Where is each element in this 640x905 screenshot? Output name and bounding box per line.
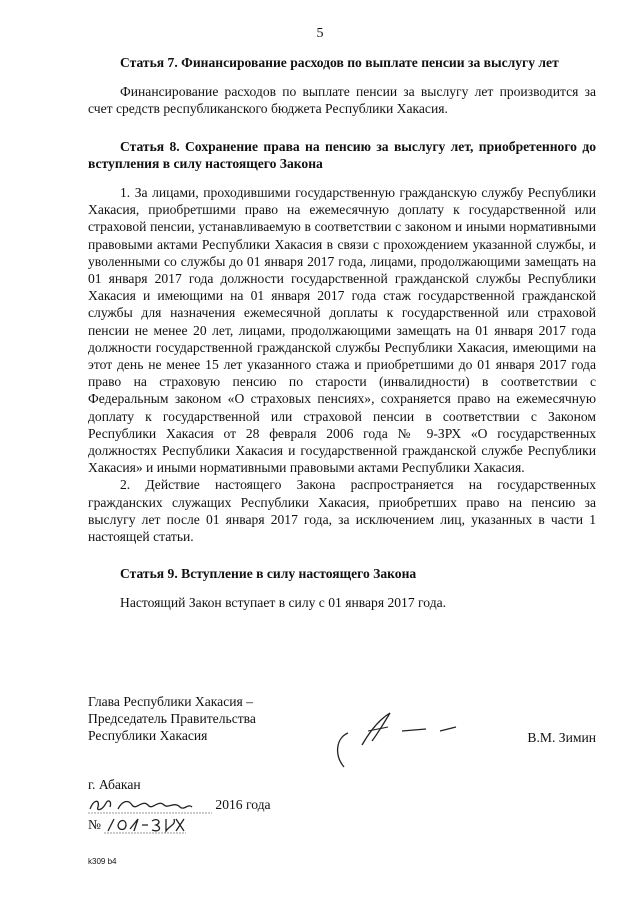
document-body — [88, 54, 596, 612]
article-7-heading: Статья 7. Финансирование расходов по выплате пенсии за выслугу лет — [120, 55, 559, 70]
law-number — [88, 815, 271, 835]
handwritten-date — [88, 795, 212, 815]
number-prefix: № — [88, 817, 101, 832]
signatory-title-line-2: Председатель Правительства — [88, 711, 256, 727]
signatory-title-line-1: Глава Республики Хакасия – — [88, 694, 253, 709]
handwritten-number — [104, 815, 186, 835]
signing-place: г. Абакан — [88, 777, 141, 792]
signatory-title-line-3: Республики Хакасия — [88, 728, 208, 744]
article-8-paragraph-1: 1. За лицами, проходившими государственную гражданскую службу Республики Хакасия, приобретшими право на ежемесячную доплату к государственной или страховой пенсии, устанавливаемую в соответствии с законом и иными нормативными правовыми актами Республики Хакасия в связи с прохождением указанной службы, и уволенными со службы до 01 января 2017 года, лицами, продолжающими замещать на 01 января 2017 года должности государственной гражданской службы Республики Хакасия и имеющими на 01 января 2017 года стаж государственной гражданской службы для назначения ежемесячной доплаты к государственной или страховой пенсии не менее 20 лет, лицами, продолжающими замещать на 01 января 2017 года должности государственной гражданской службы Республики Хакасия, имеющими на этот день не менее 15 лет указанного стажа и приобретшими до 01 января 2017 года право на страховую пенсию по старости (инвалидности) в соответствии с Федеральным законом «О страховых пенсиях», сохраняется право на ежемесячную доплату к государственной или страховой пенсии в соответствии с Законом Республики Хакасия от 28 февраля 2006 года № 9-ЗРХ «О государственных должностях Республики Хакасия и государственной гражданской службе Республики Хакасия» и иными нормативными правовыми актами Республики Хакасия. — [88, 185, 596, 476]
signing-date — [88, 795, 271, 815]
article-8-heading: Статья 8. Сохранение права на пенсию за выслугу лет, приобретенного до вступления в силу настоящего Закона — [88, 138, 596, 171]
handwritten-signature — [328, 693, 478, 778]
article-7-text: Финансирование расходов по выплате пенсии за выслугу лет производится за счет средств республиканского бюджета Республики Хакасия. — [88, 84, 596, 117]
file-code: k309 b4 — [88, 857, 117, 866]
page-number: 5 — [316, 26, 324, 41]
signer-name: В.М. Зимин — [527, 730, 596, 745]
article-9-text: Настоящий Закон вступает в силу с 01 января 2017 года. — [120, 595, 447, 611]
place-and-date — [88, 775, 271, 835]
article-9-heading: Статья 9. Вступление в силу настоящего Закона — [120, 566, 417, 582]
signing-year: 2016 года — [215, 797, 271, 812]
signature-block — [88, 693, 596, 745]
article-8-paragraph-2: 2. Действие настоящего Закона распространяется на государственных гражданских служащих Республики Хакасия, приобретших право на пенсию за выслугу лет после 01 января 2017 года, за исключением лиц, указанных в части 1 настоящей статьи. — [88, 477, 596, 545]
